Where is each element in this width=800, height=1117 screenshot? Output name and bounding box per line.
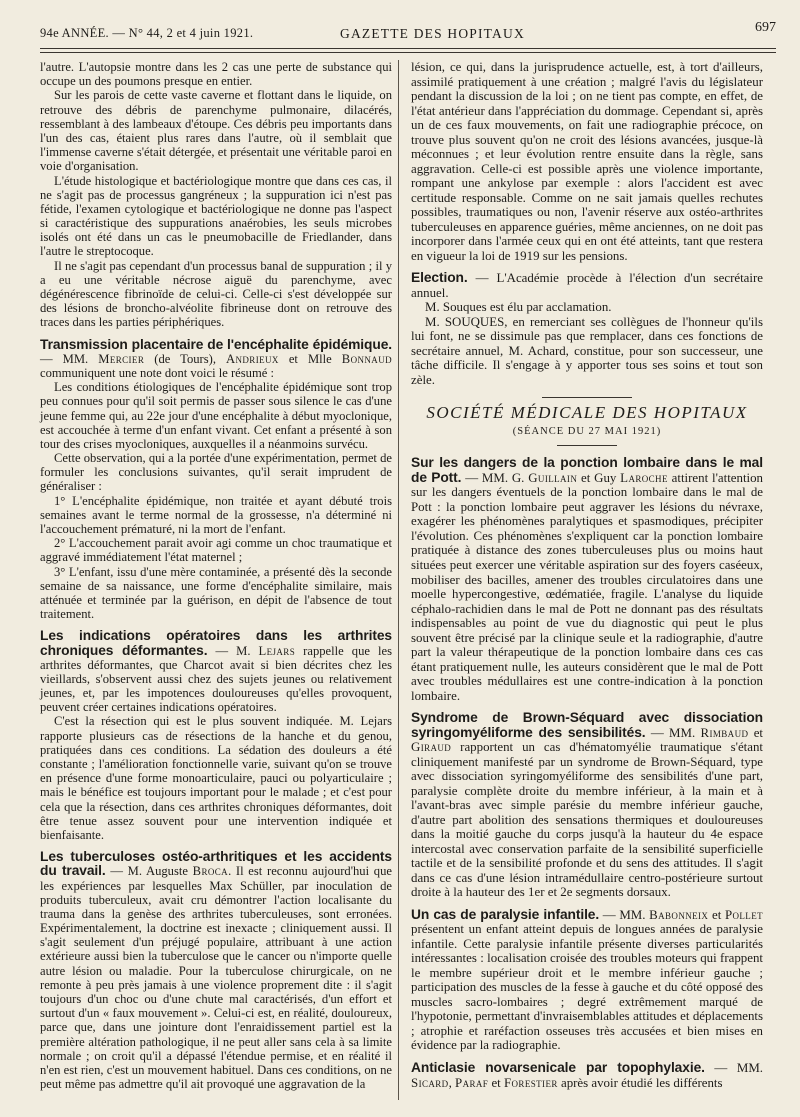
right-column: [411, 60, 763, 1090]
header-rule-thick: [40, 48, 776, 49]
society-heading: SOCIÉTÉ MÉDICALE DES HOPITAUX: [426, 403, 748, 423]
paragraph: M. SOUQUES, en remerciant ses collègues de l'honneur qu'ils lui font, ne se dissimule pas que remplacer, dans ces fonctions de secrétaire annuel, M. Achard, constitue, pour son successeur, une tâche difficile. Il s'engage à y apporter tous ses soins et tout son zèle.: [411, 314, 763, 387]
author-name: Laroche: [620, 470, 668, 485]
session-date: (SÉANCE DU 27 MAI 1921): [512, 425, 662, 437]
article-tuberculoses: Les tuberculoses ostéo-arthritiques et les accidents du travail. — M. Auguste Broca. Il est reconnu aujourd'hui que les expériences par lesquelles Max Schüller, par inoculation de produits tuberculeux, avait cru démontrer l'action localisante du trauma dans la genèse des arthrites tuberculeuses, sont erronées. Expérimentalement, la doctrine est inexacte ; cliniquement aussi. Il s'agit seulement d'un préjugé populaire, attribuant à une action extérieure aussi bien la tuberculose que le cancer ou n'importe quelle autre lésion ou maladie. Pour la tuberculose chirurgicale, on ne remonte à peu près jamais à une violence proprement dite : il s'agit toujours d'un choc ou d'une chute mal caractérisés, d'un effort et surtout d'un « faux mouvement ». Celui-ci est, en réalité, douloureux, parce que, dans une jointure dont l'enraidissement partiel est la première altération pathologique, il ne peut aller sans cela à sa limite normale ; on croit qu'il a dépassé l'étendue permise, et en réalité il n'en est rien, c'est un mouvement habituel. Dans ces conditions, on ne peut même pas admettre qu'il ait provoqué une aggravation de la: [40, 849, 392, 1092]
page-number: 697: [755, 20, 776, 35]
paragraph: L'étude histologique et bactériologique montre que dans ces cas, il ne s'agit pas de processus gangréneux ; la suppuration ici n'est pas fétide, l'examen cytologique et bactériologique ne donne pas l'aspect si caractéristique des suppurations anaérobies, les seuls microbes isolés ont été dans un cas le pneumobacille de Friedlander, dans l'autre le streptocoque.: [40, 173, 392, 259]
article-title: Transmission placentaire de l'encéphalite épidémique.: [40, 336, 392, 352]
article-title: Un cas de paralysie infantile.: [411, 906, 600, 922]
author-name: Sicard: [411, 1075, 449, 1090]
page-header: [40, 18, 776, 44]
column-divider: [398, 60, 399, 1100]
left-column: [40, 60, 392, 1091]
paragraph: lésion, ce qui, dans la jurisprudence actuelle, est, à tort d'ailleurs, assimilé pratiquement à une création ; malgré l'avis du législateur pendant la discussion de la loi ; on ne tient pas compte, en effet, de l'état antérieur dans l'appréciation du dommage. Cependant si, après un de ces faux mouvements, on fait une radiographie précoce, on trouve plus souvent qu'on ne croit des lésions avancées, jusque-là méconnues ; et leur évolution rentre ensuite dans la règle, sans aggravation. Celle-ci est possible après une violence importante, rompant une ankylose par exemple : alors l'accident est avec certitude responsable. Comme on ne sait jamais quelles rechutes possibles, traumatiques ou non, l'avenir réserve aux ostéo-arthrites tuberculeuses en apparence guéries, même anciennes, on ne doit pas incorporer dans l'armée ceux qui en ont été atteints, tant que restera en vigueur la loi de 1919 sur les pensions.: [411, 60, 763, 263]
author-name: Guillain: [528, 470, 578, 485]
article-title: Les tuberculoses ostéo-arthritiques et les accidents du travail.: [40, 849, 392, 879]
paragraph: Sur les parois de cette vaste caverne et flottant dans le liquide, on retrouve des débris de parenchyme pulmonaire, dilacérés, ressemblant à des lambeaux d'étoupe. Ces débris peu importants dans l'un des cas, étaient plus rares dans l'autre, où il semblait que l'immense caverne s'était détergée, et présentait une véritable paroi en voie d'organisation.: [40, 88, 392, 174]
article-election: Election. — L'Académie procède à l'élection d'un secrétaire annuel.: [411, 270, 763, 300]
article-title: Anticlasie novarsenicale par topophylaxie.: [411, 1060, 705, 1075]
author-name: Broca: [192, 864, 229, 879]
paragraph: Les conditions étiologiques de l'encéphalite épidémique sont trop peu connues pour qu'il soit permis de passer sous silence le cas d'une jeune femme qui, au 22e jour d'une encéphalite à début myoclonique, est accouchée à terme d'un enfant vivant. Cet enfant a présenté à son tour des crises myocloniques, auxquelles il a néanmoins survécu.: [40, 380, 392, 451]
author-name: Babonneix: [649, 907, 709, 922]
paragraph: 1° L'encéphalite épidémique, non traitée et ayant débuté trois semaines avant le terme normal de la grossesse, n'a déterminé ni l'accouchement prématuré, ni la mort de l'enfant.: [40, 493, 392, 536]
publication-title: GAZETTE DES HOPITAUX: [340, 26, 525, 41]
article-paralysie-infantile: Un cas de paralysie infantile. — MM. Babonneix et Pollet présentent un enfant atteint depuis de longues années de paralysie infantile. Cette paralysie infantile présente diverses particularités intéressantes : localisation croisée des troubles moteurs qui frappent le membre supérieur droit et le membre inférieur gauche ; participation des muscles de la fesse à gauche et du côté opposé des muscles sacro-lombaires ; degré extrêmement marqué de l'hypotonie, permettant d'invraisemblables attitudes et déplacements ; atrophie et raréfaction osseuses très accusées et bien mises en évidence par la radiographie.: [411, 906, 763, 1053]
paragraph: Il ne s'agit pas cependant d'un processus banal de suppuration ; il y a eu une véritable nécrose aiguë du parenchyme, avec dégénérescence fibrinoïde de celui-ci. Celle-ci s'est développée sur des lésions de broncho-alvéolite fibrineuse dont on retrouve des traces dans les parties périphériques.: [40, 258, 392, 330]
article-title: Les indications opératoires dans les arthrites chroniques déformantes.: [40, 628, 392, 658]
author-name: Andrieux: [226, 351, 279, 366]
article-transmission-placentaire: Transmission placentaire de l'encéphalite épidémique. — MM. Mercier (de Tours), Andrieux et Mlle Bonnaud communiquent une note dont voici le résumé :: [40, 336, 392, 380]
article-title: Election.: [411, 270, 468, 286]
author-name: Paraf: [455, 1075, 489, 1090]
paragraph: 3° L'enfant, issu d'une mère contaminée, a présenté dès la seconde semaine de sa naissance, une forme d'encéphalite similaire, mais atténuée et terminée par la guérison, en dépit de l'absence de tout traitement.: [40, 564, 392, 622]
paragraph: M. Souques est élu par acclamation.: [425, 300, 612, 315]
header-rule-thin: [40, 52, 776, 53]
paragraph: C'est la résection qui est le plus souvent indiquée. M. Lejars rapporte plusieurs cas de résections de la hanche et du genou, pratiquées dans ces conditions. La sédation des douleurs a été constante ; l'amélioration fonctionnelle varie, suivant qu'on se trouve en présence d'une forme monoarticulaire, pauci ou polyarticulaire ; mais le bénéfice est toujours important pour le malade ; et c'est pour cela que la résection, dans ces arthrites chroniques déformantes, doit être tenue assez souvent pour une intervention indiquée et bienfaisante.: [40, 714, 392, 842]
author-name: Rimbaud: [700, 725, 749, 740]
paragraph: l'autre. L'autopsie montre dans les 2 cas une perte de substance qui occupe un des poumons presque en entier.: [40, 60, 392, 89]
author-name: Bonnaud: [341, 351, 392, 366]
article-title: Syndrome de Brown-Séquard avec dissociation syringomyéliforme des sensibilités.: [411, 710, 763, 740]
paragraph: 2° L'accouchement parait avoir agi comme un choc traumatique et aggravé immédiatement l'état maternel ;: [40, 536, 392, 565]
author-name: Mercier: [98, 351, 145, 366]
paragraph: Cette observation, qui a la portée d'une expérimentation, permet de formuler les conclusions suivantes, qu'il serait imprudent de généraliser :: [40, 451, 392, 494]
author-name: Pollet: [724, 907, 763, 922]
section-divider: [542, 397, 632, 398]
issue-info: 94e ANNÉE. — N° 44, 2 et 4 juin 1921.: [40, 26, 254, 40]
article-anticlasie: Anticlasie novarsenicale par topophylaxie. — MM. Sicard, Paraf et Forestier après avoir étudié les différents: [411, 1060, 764, 1090]
article-brown-sequard: Syndrome de Brown-Séquard avec dissociation syringomyéliforme des sensibilités. — MM. Rimbaud et Giraud rapportent un cas d'hématomyélie traumatique s'étant cliniquement manifesté par un syndrome de Brown-Séquard, type avec dissociation syringomyéliforme des sensibilités d'une part, paralysie complète droite du membre inférieur, à la main et à l'avant-bras avec simple parésie du membre inférieur gauche, d'autre part abolition des sensations thermiques et douloureuses dans la moitié gauche du corps jusqu'à la hauteur du 4e espace intercostal avec conservation parfaite de la sensibilité superficielle tactile et de la sensibilité profonde et du sens des attitudes. Il s'agit dans ce cas d'une lésion intramédullaire centro-postérieure surtout droite à la hauteur des 1er et 2e segments dorsaux.: [411, 710, 763, 900]
article-arthrites-chroniques: Les indications opératoires dans les arthrites chroniques déformantes. — M. Lejars rappelle que les arthrites déformantes, que Charcot avait si bien décrites chez les vieillards, s'observent aussi chez des sujets jeunes ou relativement jeunes, et, par les impotences douloureuses qu'elles provoquent, peuvent créer certaines indications opératoires.: [40, 628, 392, 715]
article-title: Sur les dangers de la ponction lombaire dans le mal de Pott.: [411, 455, 763, 485]
author-name: Lejars: [258, 643, 296, 658]
author-name: Forestier: [503, 1075, 558, 1090]
author-name: Giraud: [411, 740, 452, 755]
article-ponction-lombaire: Sur les dangers de la ponction lombaire dans le mal de Pott. — MM. G. Guillain et Guy Laroche attirent l'attention sur les dangers éventuels de la ponction lombaire dans le mal de Pott : la ponction lombaire peut aggraver les lésions du névraxe, exagérer les phénomènes paralytiques et spasmodiques, précipiter l'évolution. Ces phénomènes s'expliquent car la ponction lombaire pratiquée à distance des zones tuberculeuses plus ou moins haut situées peut exercer une véritable aspiration sur des foyers caséeux, mobiliser des bacilles, amener des troubles circulatoires dans une moelle hypercongestive, œdématiée, fragile. L'analyse du liquide céphalo-rachidien dans le mal de Pott ne donnant pas des résultats indispensables au point de vue du diagnostic qui peut le plus souvent être précisé par la clinique seule et la radiographie, d'autre part la valeur thérapeutique de la ponction lombaire dans ces cas étant pratiquement nulle, les auteurs considèrent que le mal de Pott avec troubles médullaires est une contre-indication à la ponction lombaire.: [411, 455, 764, 703]
section-divider: [557, 445, 617, 446]
